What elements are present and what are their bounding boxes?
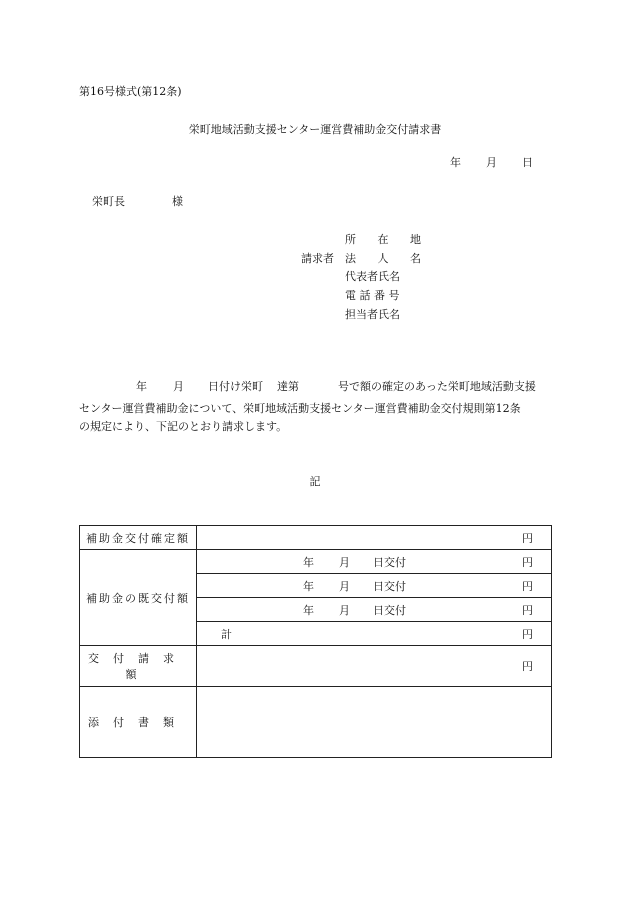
attachments-label: 添付書類 xyxy=(88,716,188,729)
confirmed-amount-label-cell xyxy=(80,526,197,550)
installment-year: 年 xyxy=(303,603,314,617)
body-line3: の規定により、下記のとおり請求します。 xyxy=(79,420,288,433)
ki-heading: 記 xyxy=(309,475,321,488)
yen-unit: 円 xyxy=(522,660,533,673)
attachments-label-cell xyxy=(80,687,197,758)
confirmed-amount-label: 補助金交付確定額 xyxy=(86,531,190,545)
yen-unit: 円 xyxy=(522,579,533,593)
already-paid-label-cell xyxy=(80,550,197,646)
date-month-label: 月 xyxy=(486,156,497,169)
yen-unit: 円 xyxy=(522,627,533,641)
body-order-prefix: 達第 xyxy=(277,380,299,393)
confirmed-amount-value[interactable] xyxy=(197,526,552,550)
request-amount-value[interactable] xyxy=(197,646,552,687)
installment-day: 日交付 xyxy=(373,603,406,617)
yen-unit: 円 xyxy=(522,603,533,617)
document-title: 栄町地域活動支援センター運営費補助金交付請求書 xyxy=(188,123,442,136)
total-label: 計 xyxy=(221,627,232,641)
table-row xyxy=(80,646,552,687)
total-value[interactable] xyxy=(197,622,552,646)
request-table xyxy=(79,525,552,758)
phone-number-label: 電 話 番 号 xyxy=(345,289,400,302)
installment-1-value[interactable] xyxy=(197,550,552,574)
table-row xyxy=(80,687,552,758)
installment-day: 日交付 xyxy=(373,555,406,569)
address-field-label: 所 在 地 xyxy=(345,233,430,246)
body-month-label: 月 xyxy=(173,380,184,393)
installment-day: 日交付 xyxy=(373,579,406,593)
corporation-name-label: 法 人 名 xyxy=(345,252,430,265)
request-amount-label-cell xyxy=(80,646,197,687)
installment-month: 月 xyxy=(339,555,350,569)
representative-name-label: 代表者氏名 xyxy=(345,270,400,283)
installment-month: 月 xyxy=(339,603,350,617)
installment-month: 月 xyxy=(339,579,350,593)
installment-2-value[interactable] xyxy=(197,574,552,598)
table-row xyxy=(80,550,552,574)
table-row xyxy=(80,526,552,550)
request-amount-label: 交付請求額 xyxy=(88,652,188,681)
installment-year: 年 xyxy=(303,579,314,593)
contact-person-label: 担当者氏名 xyxy=(345,308,400,321)
body-line2: センター運営費補助金について、栄町地域活動支援センター運営費補助金交付規則第12条 xyxy=(79,402,521,415)
date-year-label: 年 xyxy=(450,156,461,169)
body-year-label: 年 xyxy=(136,380,147,393)
installment-3-value[interactable] xyxy=(197,598,552,622)
attachments-value[interactable] xyxy=(197,687,552,758)
addressee-honorific: 様 xyxy=(172,195,183,208)
form-number: 第16号様式(第12条) xyxy=(79,85,182,98)
yen-unit: 円 xyxy=(522,531,533,545)
yen-unit: 円 xyxy=(522,555,533,569)
date-day-label: 日 xyxy=(522,156,533,169)
already-paid-label: 補助金の既交付額 xyxy=(86,591,190,605)
body-date-reference: 日付け栄町 xyxy=(208,380,263,393)
addressee-name: 栄町長 xyxy=(92,195,125,208)
installment-year: 年 xyxy=(303,555,314,569)
applicant-label: 請求者 xyxy=(301,252,334,265)
body-line1-rest: 号で額の確定のあった栄町地域活動支援 xyxy=(338,380,536,393)
